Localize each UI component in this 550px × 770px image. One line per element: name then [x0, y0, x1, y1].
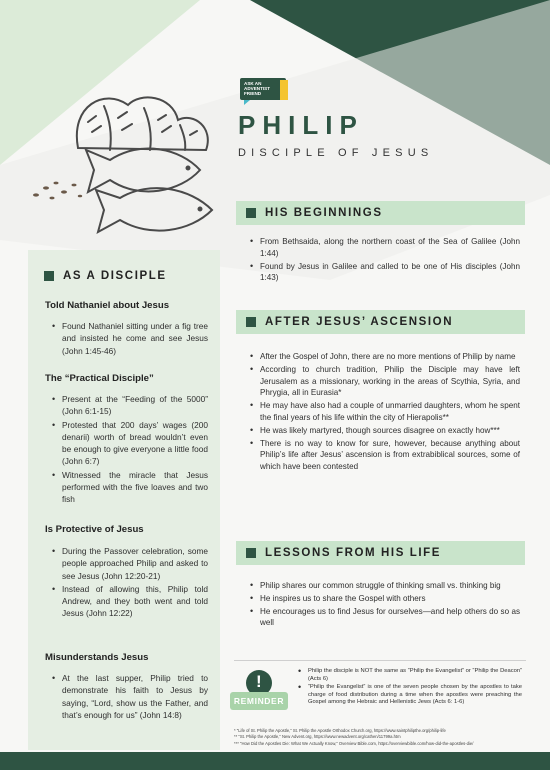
bread-loaves-and-fish-icon: [0, 0, 240, 250]
lessons-list: [248, 580, 520, 630]
divider: [234, 660, 526, 661]
beginnings-list: [248, 236, 520, 285]
list-item: • He may have also had a couple of unmarried daughters, whom he spent the final years of his life within the city of Hierapolis**: [248, 400, 520, 424]
list-item: • There is no way to know for sure, however, because anything about Philip’s life after Jesus’ ascension is from extrabiblical sources, some of which have been contested: [248, 438, 520, 473]
list-item: • At the last supper, Philip tried to demonstrate his faith to Jesus by saying, “Lord, show us the Father, and that’s enough for us” (John 14:8): [50, 672, 208, 721]
section-header-ascension: [236, 310, 525, 334]
list-item: • Philip the disciple is NOT the same as “Philip the Evangelist” or “Philip the Deacon” (Acts 6): [296, 668, 522, 683]
page-subtitle: DISCIPLE OF JESUS: [238, 147, 434, 159]
list-item: • “Philip the Evangelist” is one of the seven people chosen by the apostles to take charge of food distribution during a time when the apostles were preaching the Gospel among the Hebraic and Hellenistic Jews (Acts 6: 1-6): [296, 684, 522, 707]
subhead-nathaniel: Told Nathaniel about Jesus: [45, 300, 170, 311]
practical-list: [50, 393, 208, 507]
section-title: LESSONS FROM HIS LIFE: [265, 547, 442, 559]
footnote: *** “How Did the Apostles Die: What We Actually Know,” Overview Bible.com, https://overviewbible.com/how-did-the-apostles-die/: [234, 740, 474, 746]
section-title: HIS BEGINNINGS: [265, 207, 383, 219]
brand-logo: [240, 78, 286, 104]
section-header-beginnings: [236, 201, 525, 225]
square-bullet-icon: [44, 271, 54, 281]
list-item: • Instead of allowing this, Philip told Andrew, and they both went and told Jesus (John 12:22): [50, 583, 208, 620]
subhead-protective: Is Protective of Jesus: [45, 524, 144, 535]
square-bullet-icon: [246, 548, 256, 558]
section-title: AS A DISCIPLE: [63, 270, 167, 282]
logo-text: ASK AN ADVENTIST FRIEND: [244, 81, 271, 96]
list-item: • Present at the “Feeding of the 5000” (John 6:1-15): [50, 393, 208, 418]
nathaniel-list: [50, 320, 208, 358]
list-item: • He inspires us to share the Gospel with others: [248, 593, 520, 605]
ascension-list: [248, 351, 520, 474]
protective-list: [50, 545, 208, 621]
section-header-disciple: [36, 264, 216, 288]
list-item: • After the Gospel of John, there are no more mentions of Philip by name: [248, 351, 520, 363]
list-item: • Found Nathaniel sitting under a fig tree and insisted he come and see Jesus (John 1:45-46): [50, 320, 208, 357]
list-item: • During the Passover celebration, some people approached Philip and asked to see Jesus (John 12:20-21): [50, 545, 208, 582]
list-item: • From Bethsaida, along the northern coast of the Sea of Galilee (John 1:44): [248, 236, 520, 260]
subhead-misunderstands: Misunderstands Jesus: [45, 652, 149, 663]
reminder-label: REMINDER: [233, 696, 285, 706]
list-item: • He was likely martyred, though sources disagree on exactly how***: [248, 425, 520, 437]
list-item: • He encourages us to find Jesus for ourselves—and help others do so as well: [248, 606, 520, 630]
footnote: ** “St. Philip the Apostle,” New Advent.org, https://www.newadvent.org/cathen/11799a.htm: [234, 734, 401, 740]
list-item: • Witnessed the miracle that Jesus performed with the five loaves and two fish: [50, 469, 208, 506]
square-bullet-icon: [246, 317, 256, 327]
square-bullet-icon: [246, 208, 256, 218]
list-item: • According to church tradition, Philip the Disciple may have left Jerusalem as a missionary, working in the areas of Scythia, Syria, and Phrygia, all in Eurasia*: [248, 364, 520, 399]
list-item: • Protested that 200 days’ wages (200 denarii) worth of bread wouldn’t even be enough to give everyone a little food (John 6:7): [50, 419, 208, 468]
reminder-notes: [296, 668, 522, 708]
page-title: PHILIP: [238, 110, 364, 140]
reminder-badge: ! REMINDER: [228, 670, 292, 718]
subhead-practical: The “Practical Disciple”: [45, 373, 154, 384]
footnotes: [234, 728, 529, 747]
misunderstands-list: [50, 672, 208, 722]
bottom-bar: [0, 752, 550, 770]
list-item: • Philip shares our common struggle of thinking small vs. thinking big: [248, 580, 520, 592]
footnote: * “Life of St. Philip the Apostle,” St. Philip the Apostle Orthodox Church.org, https://www.saintphilipthe.org/philip-life: [234, 728, 446, 733]
section-title: AFTER JESUS’ ASCENSION: [265, 316, 454, 328]
list-item: • Found by Jesus in Galilee and called to be one of His disciples (John 1:43): [248, 261, 520, 285]
section-header-lessons: [236, 541, 525, 565]
